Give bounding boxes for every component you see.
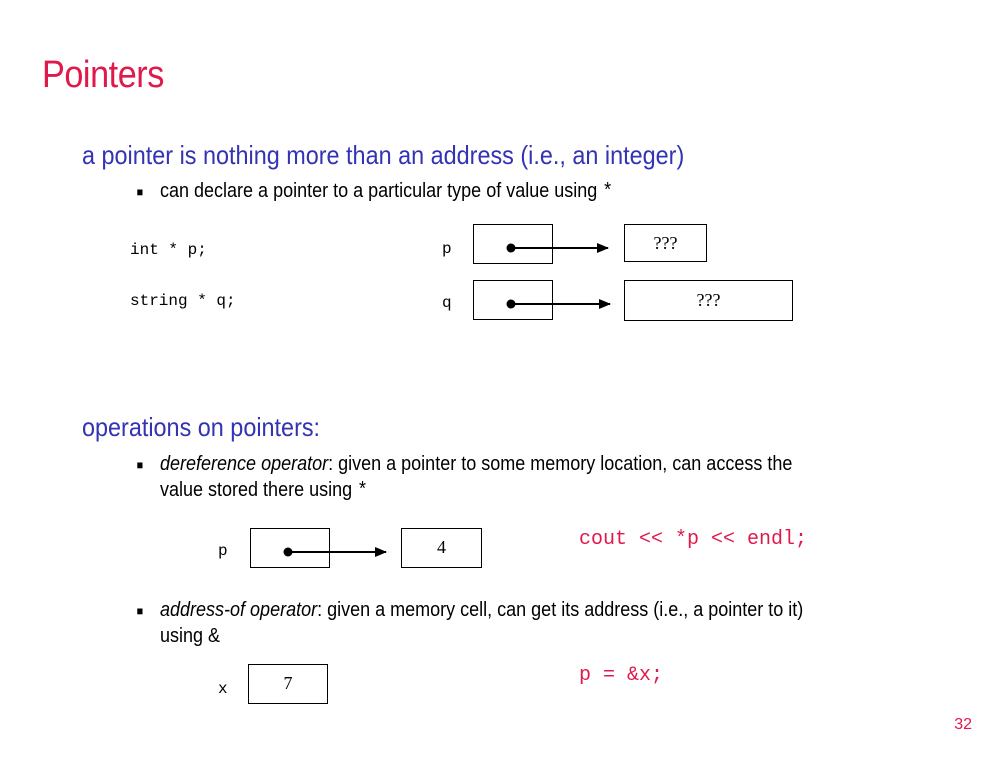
deref-p-label: p xyxy=(218,542,228,560)
code-string-pointer: string * q; xyxy=(130,292,236,310)
addr-x-value: 7 xyxy=(283,673,293,693)
pointer-p-label: p xyxy=(442,240,452,258)
deref-example-code: cout << *p << endl; xyxy=(579,528,808,551)
addr-text-line2: using & xyxy=(160,625,221,647)
addr-example-code: p = &x; xyxy=(579,664,664,687)
deref-code: * xyxy=(357,480,368,503)
bullet-text: can declare a pointer to a particular type of value using xyxy=(160,180,603,202)
bullet-code: * xyxy=(602,181,614,204)
addr-text-line1: : given a memory cell, can get its address (i.e., a pointer to it) xyxy=(317,599,804,621)
bullet-square-icon: ■ xyxy=(136,604,144,618)
pointer-q-label: q xyxy=(442,294,452,312)
code-int-pointer: int * p; xyxy=(130,241,207,259)
addr-term: address-of operator xyxy=(160,599,318,621)
page-number: 32 xyxy=(954,716,972,733)
bullet-square-icon: ■ xyxy=(136,458,144,472)
slide-title: Pointers xyxy=(42,54,164,96)
deref-target-value: 4 xyxy=(437,537,446,557)
addr-x-label: x xyxy=(218,680,228,698)
section1-heading: a pointer is nothing more than an address (i.e., an integer) xyxy=(82,140,685,170)
bullet-square-icon: ■ xyxy=(136,185,144,199)
deref-term: dereference operator xyxy=(160,453,329,475)
q-target-value: ??? xyxy=(696,290,721,310)
arrow-q-to-target xyxy=(507,300,611,309)
section2-heading: operations on pointers: xyxy=(82,412,321,442)
p-target-value: ??? xyxy=(653,233,678,253)
arrow-p-to-target xyxy=(507,244,609,253)
arrow-deref-p-to-target xyxy=(284,548,387,557)
deref-text-line1: : given a pointer to some memory location, can access the xyxy=(328,453,793,475)
deref-text-line2: value stored there using xyxy=(160,479,358,501)
